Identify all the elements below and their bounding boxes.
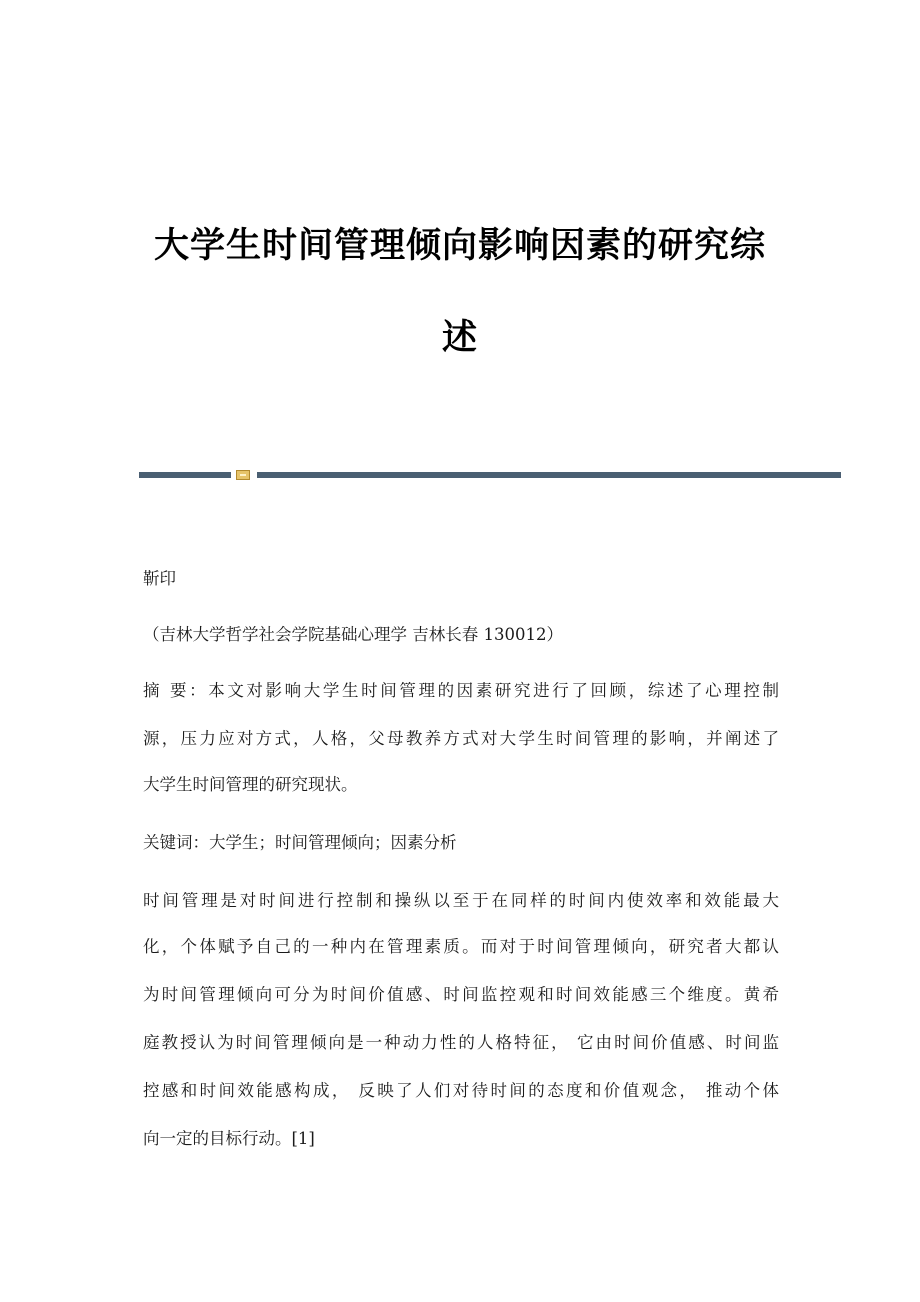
abstract-line: 源，压力应对方式，人格，父母教养方式对大学生时间管理的影响，并阐述了 — [143, 729, 779, 748]
divider-bar-right — [257, 472, 841, 478]
author-affiliation: （吉林大学哲学社会学院基础心理学 吉林长春 130012） — [143, 625, 563, 644]
keywords: 关键词：大学生；时间管理倾向；因素分析 — [143, 833, 457, 852]
body-text-line: 为时间管理倾向可分为时间价值感、时间监控观和时间效能感三个维度。黄希 — [143, 985, 779, 1004]
body-text-line: 化，个体赋予自己的一种内在管理素质。而对于时间管理倾向，研究者大都认 — [143, 937, 779, 956]
body-text-line: 庭教授认为时间管理倾向是一种动力性的人格特征， 它由时间价值感、时间监 — [143, 1033, 779, 1052]
body-text-line: 向一定的目标行动。[1] — [143, 1129, 315, 1148]
divider-ornament-icon — [236, 470, 250, 480]
page-title-line-1: 大学生时间管理倾向影响因素的研究综 — [153, 225, 766, 266]
author-name: 靳印 — [143, 569, 176, 588]
title-divider — [139, 470, 841, 480]
body-text-line: 控感和时间效能感构成， 反映了人们对待时间的态度和价值观念， 推动个体 — [143, 1081, 779, 1100]
page-title-line-2: 述 — [441, 317, 478, 358]
body-text-line: 时间管理是对时间进行控制和操纵以至于在同样的时间内使效率和效能最大 — [143, 891, 779, 910]
abstract-line: 摘 要：本文对影响大学生时间管理的因素研究进行了回顾，综述了心理控制 — [143, 681, 779, 700]
abstract-line: 大学生时间管理的研究现状。 — [143, 775, 358, 794]
divider-bar-left — [139, 472, 231, 478]
